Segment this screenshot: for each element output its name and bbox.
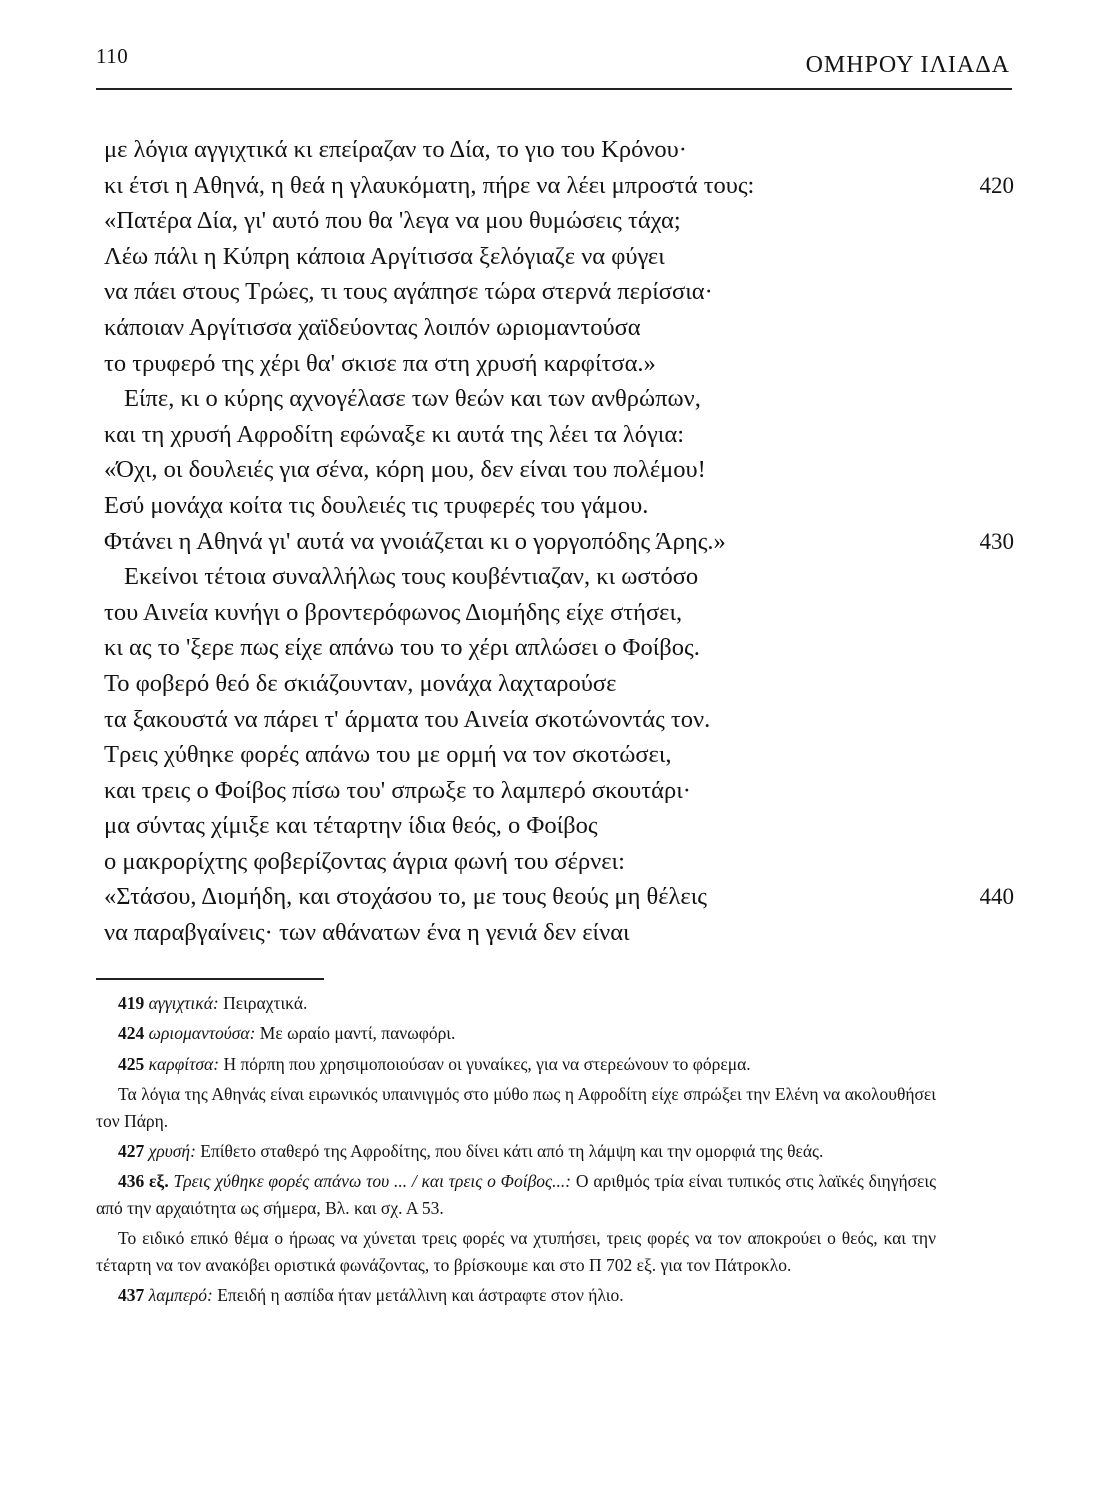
footnote-text: Η πόρπη που χρησιμοποιούσαν οι γυναίκες, για να στερεώνουν το φόρεμα. [219,1053,751,1074]
verse-line [104,630,1014,666]
verse-line [104,595,1014,631]
footnote-term: αγγιχτικά: [148,993,219,1013]
verse-line [104,452,1014,488]
footnote-text: Με ωραίο μαντί, πανωφόρι. [255,1023,456,1044]
verse-text-span: να παραβγαίνεις· των αθάνατων ένα η γενιά δεν είναι [104,919,630,947]
footnote-number: 436 εξ. [118,1171,169,1192]
footnote-term: λαμπερό: [148,1285,213,1306]
footnote [96,1020,936,1046]
verse-text-span: κι ας το 'ξερε πως είχε απάνω του το χέρι απλώσει ο Φοίβος. [104,634,700,662]
verse-line [104,168,1014,204]
line-number: 440 [979,884,1014,910]
verse-line [104,702,1014,738]
footnote-number: 437 [118,1285,145,1306]
verse-line [104,239,1014,275]
verse-text-span: το τρυφερό της χέρι θα' σκισε πα στη χρυσή καρφίτσα.» [104,349,656,377]
verse-line [104,524,1014,560]
verse-text-span: ο μακρορίχτης φοβερίζοντας άγρια φωνή του σέρνει: [104,847,625,875]
footnote-text: Το ειδικό επικό θέμα ο ήρωας να χύνεται τρεις φορές να χτυπήσει, τρεις φορές να τον αποκρούει ο θεός, και την τέταρτη να τον ανακόβει οριστικά φωνάζοντας, το βρίσκουμε και στο Π 702 εξ. για τον Πάτροκλο. [96,1228,936,1275]
verse-line [104,737,1014,773]
verse-line [104,879,1014,915]
footnotes [96,990,936,1312]
verse-text-span: και τη χρυσή Αφροδίτη εφώναξε κι αυτά της λέει τα λόγια: [104,420,685,448]
verse-text-span: Το φοβερό θεό δε σκιάζουνταν, μονάχα λαχταρούσε [104,669,617,697]
footnote-separator [96,978,324,980]
verse-line [104,203,1014,239]
verse-line [104,808,1014,844]
footnote-number: 424 [118,1023,145,1044]
verse-line [104,346,1014,382]
verse-text-span: «Όχι, οι δουλειές για σένα, κόρη μου, δεν είναι του πολέμου! [104,456,706,484]
verse-text-span: Εσύ μονάχα κοίτα τις δουλειές τις τρυφερές του γάμου. [104,491,649,519]
page-number: 110 [96,44,129,68]
verse-text-span: κι έτσι η Αθηνά, η θεά η γλαυκόματη, πήρε να λέει μπροστά τους: [104,171,755,199]
verse-line [104,666,1014,702]
footnote [96,1168,936,1221]
footnote [96,1282,936,1308]
verse-text-span: μα σύντας χίμιξε και τέταρτην ίδια θεός, ο Φοίβος [104,812,598,840]
verse-text-span: «Στάσου, Διομήδη, και στοχάσου το, με τους θεούς μη θέλεις [104,883,707,911]
verse-line [104,310,1014,346]
footnote-text: Ο αριθμός τρία είναι τυπικός στις λαϊκές διηγήσεις από την αρχαιότητα ως σήμερα, Βλ. και σχ. Α 53. [96,1171,937,1218]
verse-text-span: κάποιαν Αργίτισσα χαϊδεύοντας λοιπόν ωριομαντούσα [104,313,641,341]
verse-line [104,381,1014,417]
verse-line [104,915,1014,951]
line-number: 420 [979,172,1014,198]
footnote [96,990,936,1016]
verse-text-span: του Αινεία κυνήγι ο βροντερόφωνος Διομήδης είχε στήσει, [104,598,683,626]
verse-line [104,488,1014,524]
verse-text-span: Τρεις χύθηκε φορές απάνω του με ορμή να τον σκοτώσει, [104,741,672,769]
footnote-term: χρυσή: [148,1141,196,1162]
footnote [96,1138,936,1164]
footnote-text: Επειδή η ασπίδα ήταν μετάλλινη και άστραφτε στον ήλιο. [212,1285,624,1306]
footnote-text: Επίθετο σταθερό της Αφροδίτης, που δίνει κάτι από τη λάμψη και την ομορφιά της θεάς. [195,1141,824,1162]
verse-line [104,844,1014,880]
verse-line [104,559,1014,595]
footnote-text: Τα λόγια της Αθηνάς είναι ειρωνικός υπαινιγμός στο μύθο πως η Αφροδίτη είχε σπρώξει την Ελένη να ακολουθήσει τον Πάρη. [96,1084,936,1131]
verse-line [104,773,1014,809]
verse-text-span: με λόγια αγγιχτικά κι επείραζαν το Δία, το γιο του Κρόνου· [104,136,687,163]
verse-text-span: Είπε, κι ο κύρης αχνογέλασε των θεών και των ανθρώπων, [124,385,701,413]
verse-text [104,132,1014,951]
footnote-number: 427 [118,1141,145,1162]
footnote-term: καρφίτσα: [148,1053,220,1074]
verse-text-span: και τρεις ο Φοίβος πίσω του' σπρωξε το λαμπερό σκουτάρι· [104,776,691,804]
line-number: 430 [979,528,1014,554]
footnote-number: 425 [118,1053,145,1074]
verse-line [104,417,1014,453]
footnote-term: Τρεις χύθηκε φορές απάνω του ... / και τρεις ο Φοίβος...: [173,1171,572,1192]
header-rule [96,88,1012,90]
verse-text-span: Εκείνοι τέτοια συναλλήλως τους κουβέντιαζαν, κι ωστόσο [124,563,699,591]
verse-text-span: «Πατέρα Δία, γι' αυτό που θα 'λεγα να μου θυμώσεις τάχα; [104,207,681,235]
footnote-text: Πειραχτικά. [218,993,308,1013]
footnote-number: 419 [118,993,145,1013]
verse-line [104,132,1014,168]
verse-text-span: να πάει στους Τρώες, τι τους αγάπησε τώρα στερνά περίσσια· [104,278,713,306]
running-title: ΟΜΗΡΟΥ ΙΛΙΑΔΑ [805,52,1010,78]
verse-text-span: Φτάνει η Αθηνά γι' αυτά να γνοιάζεται κι ο γοργοπόδης Άρης.» [104,527,726,555]
footnote [96,1051,936,1077]
footnote-term: ωριομαντούσα: [148,1023,256,1044]
footnote [96,1225,936,1278]
verse-text-span: Λέω πάλι η Κύπρη κάποια Αργίτισσα ξελόγιαζε να φύγει [104,242,665,270]
verse-line [104,274,1014,310]
footnote [96,1081,936,1134]
verse-text-span: τα ξακουστά να πάρει τ' άρματα του Αινεία σκοτώνοντάς τον. [104,705,711,733]
